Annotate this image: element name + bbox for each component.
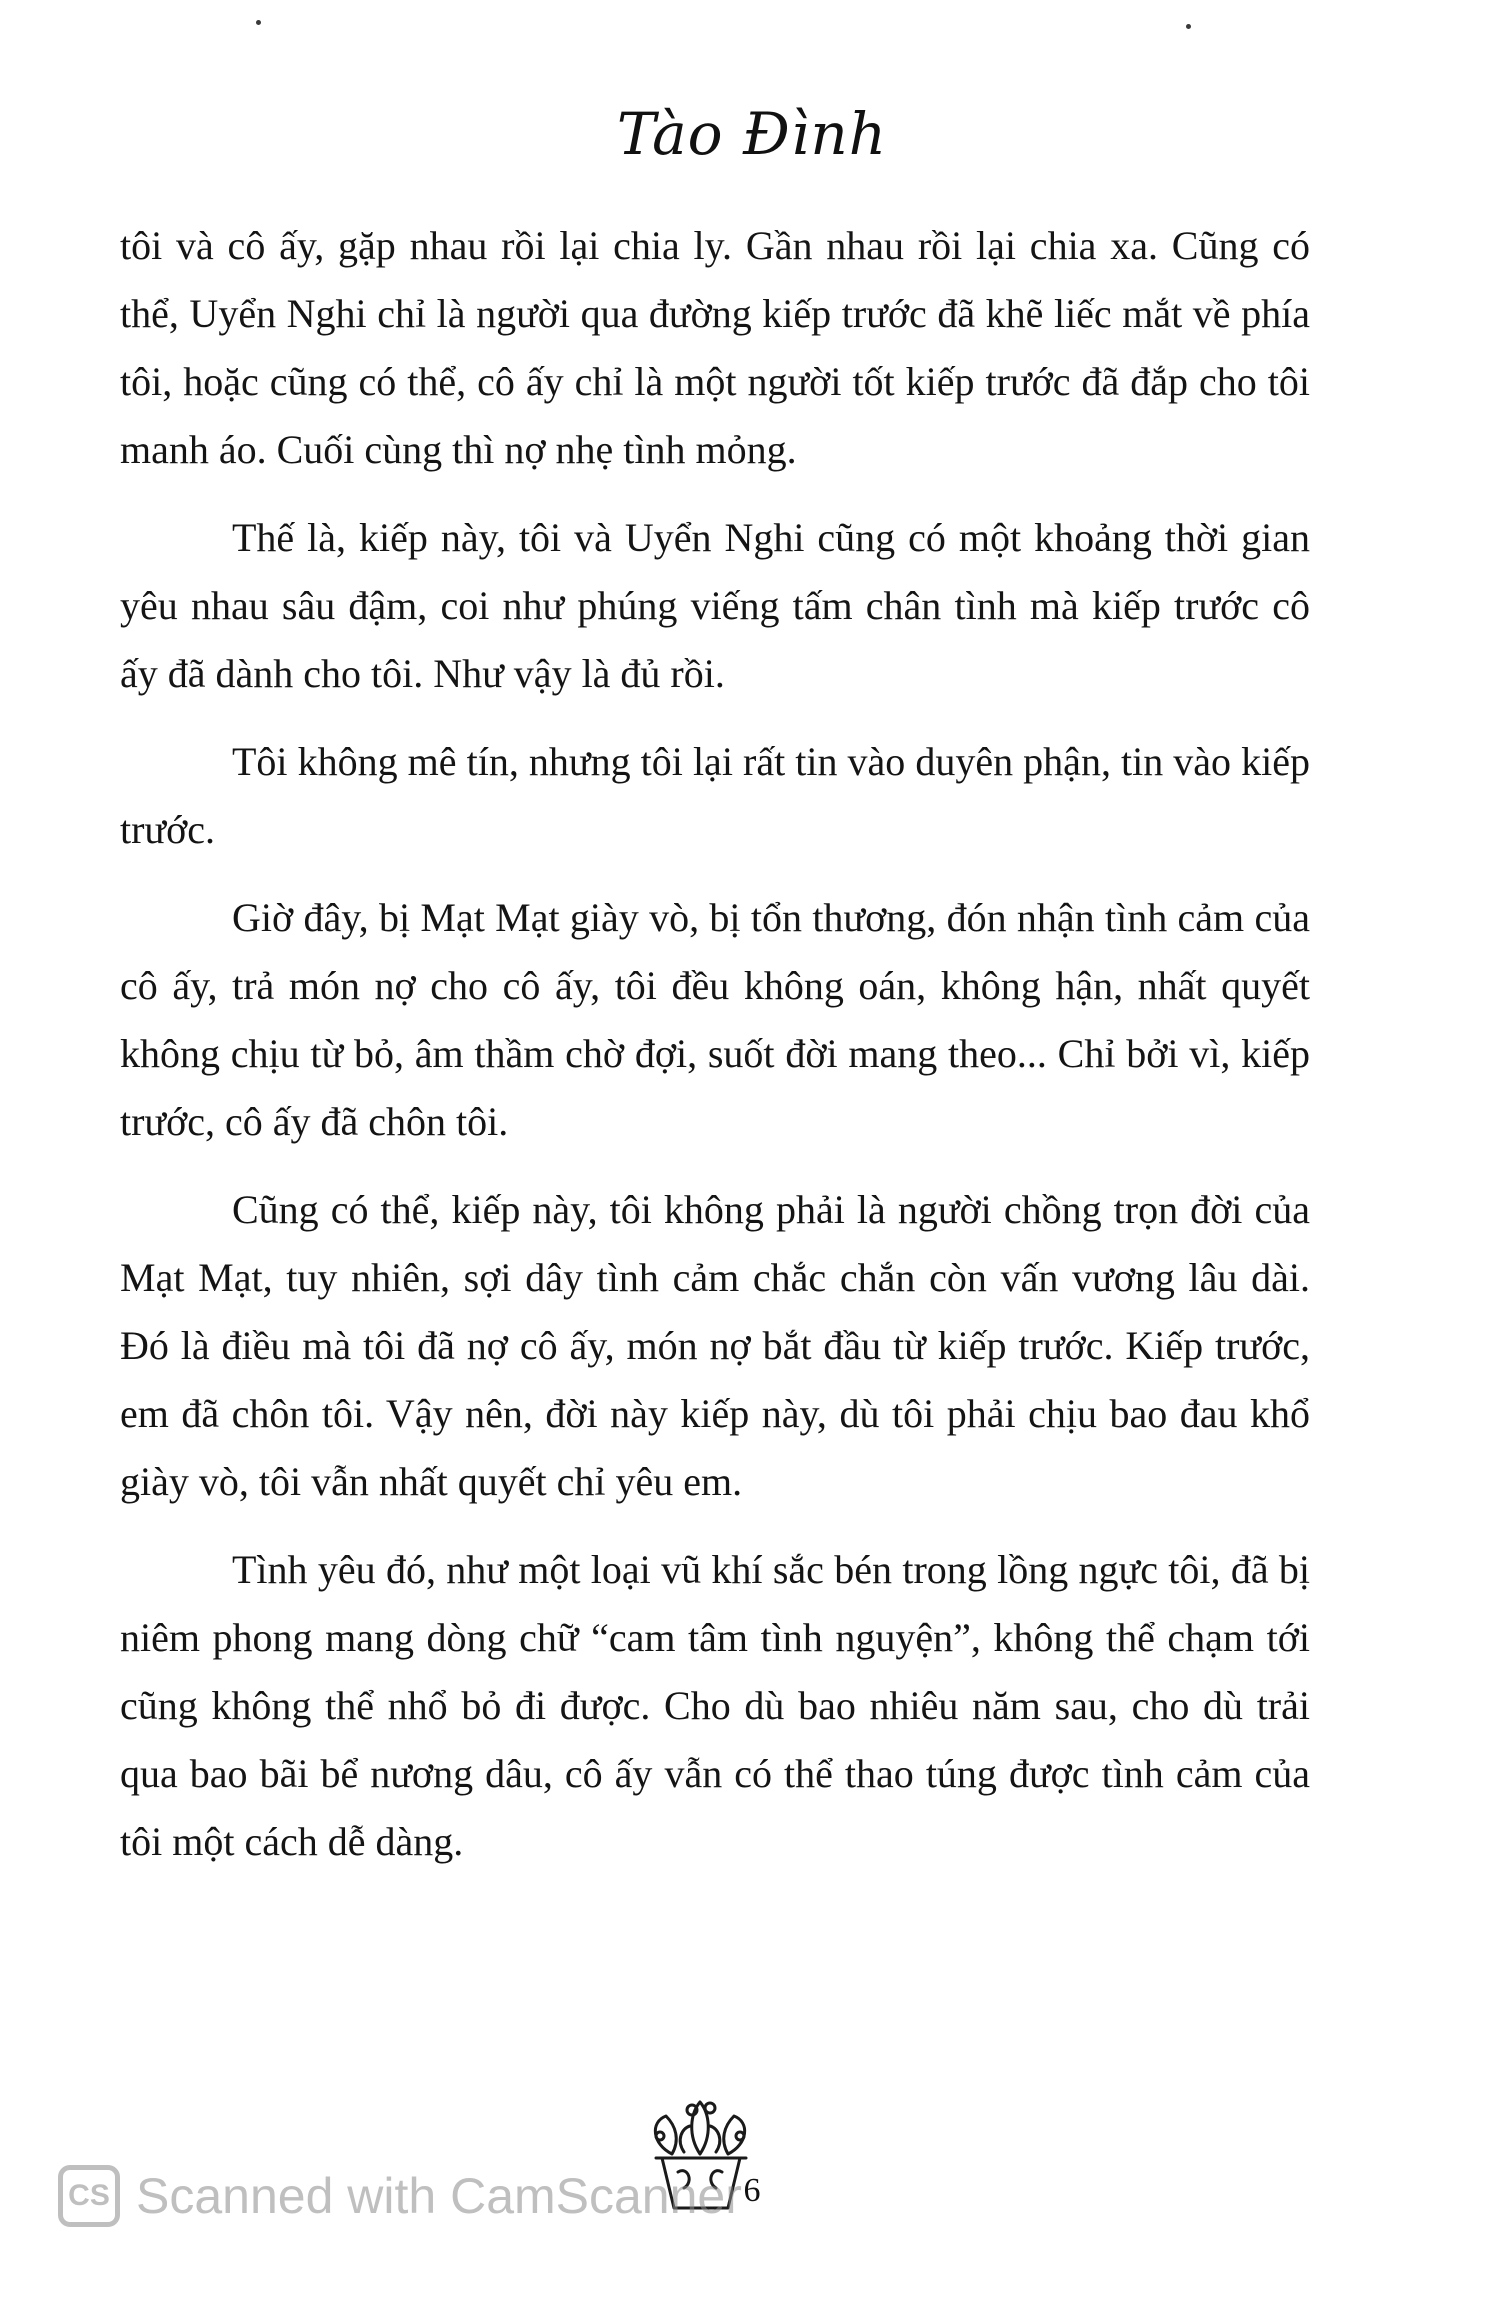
scan-speck xyxy=(1186,24,1191,29)
paragraph: tôi và cô ấy, gặp nhau rồi lại chia ly. Gần nhau rồi lại chia xa. Cũng có thể, Uyển Nghi chỉ là người qua đường kiếp trước đã khẽ liếc mắt về phía tôi, hoặc cũng có thể, cô ấy chỉ là một người tốt kiếp trước đã đắp cho tôi manh áo. Cuối cùng thì nợ nhẹ tình mỏng. xyxy=(120,223,1310,472)
paragraph: Giờ đây, bị Mạt Mạt giày vò, bị tổn thương, đón nhận tình cảm của cô ấy, trả món nợ cho cô ấy, tôi đều không oán, không hận, nhất quyết không chịu từ bỏ, âm thầm chờ đợi, suốt đời mang theo... Chỉ bởi vì, kiếp trước, cô ấy đã chôn tôi. xyxy=(120,895,1310,1144)
paragraph: Tôi không mê tín, nhưng tôi lại rất tin vào duyên phận, tin vào kiếp trước. xyxy=(120,739,1310,852)
paragraph: Thế là, kiếp này, tôi và Uyển Nghi cũng có một khoảng thời gian yêu nhau sâu đậm, coi như phúng viếng tấm chân tình mà kiếp trước cô ấy đã dành cho tôi. Như vậy là đủ rồi. xyxy=(120,515,1310,696)
paragraph: Tình yêu đó, như một loại vũ khí sắc bén trong lồng ngực tôi, đã bị niêm phong mang dòng chữ “cam tâm tình nguyện”, không thể chạm tới cũng không thể nhổ bỏ đi được. Cho dù bao nhiêu năm sau, cho dù trải qua bao bãi bể nương dâu, cô ấy vẫn có thể thao túng được tình cảm của tôi một cách dễ dàng. xyxy=(120,1547,1310,1864)
scan-speck xyxy=(256,20,261,25)
watermark-text: Scanned with CamScanner xyxy=(136,2168,742,2224)
camscanner-logo-icon: CS xyxy=(58,2165,120,2227)
page-number: 6 xyxy=(743,2172,761,2209)
running-header-author: Tào Đình xyxy=(616,100,888,168)
paragraph: Cũng có thể, kiếp này, tôi không phải là người chồng trọn đời của Mạt Mạt, tuy nhiên, sợi dây tình cảm chắc chắn còn vấn vương lâu dài. Đó là điều mà tôi đã nợ cô ấy, món nợ bắt đầu từ kiếp trước. Kiếp trước, em đã chôn tôi. Vậy nên, đời này kiếp này, dù tôi phải chịu bao đau khổ giày vò, tôi vẫn nhất quyết chỉ yêu em. xyxy=(120,1187,1310,1504)
camscanner-watermark xyxy=(58,2156,742,2236)
body-text xyxy=(120,212,1310,1896)
